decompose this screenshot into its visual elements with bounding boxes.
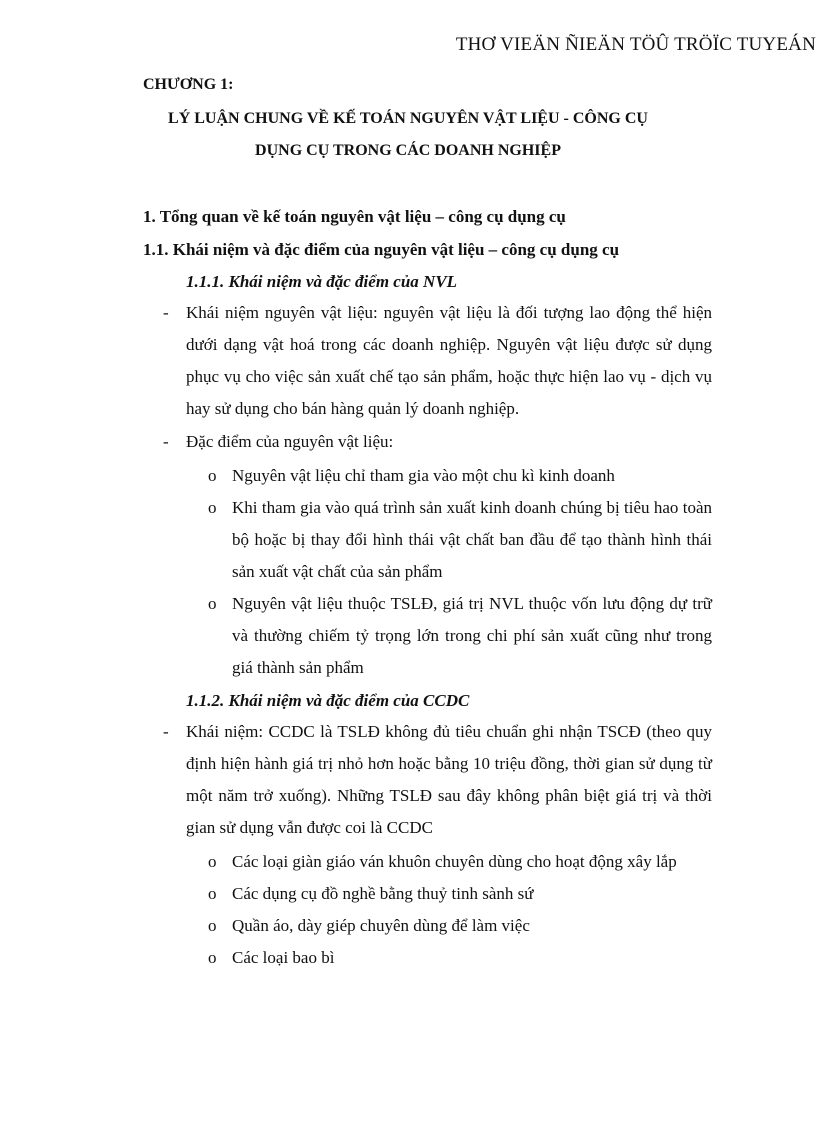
ccdc-item: Các loại bao bì — [232, 948, 335, 967]
bullet-marker: o — [208, 466, 217, 485]
chapter-number: CHƯƠNG 1: — [143, 76, 234, 93]
bullet-marker: o — [208, 948, 217, 967]
chapter-title-line-2: DỤNG CỤ TRONG CÁC DOANH NGHIỆP — [255, 142, 561, 159]
chapter-title-line-1: LÝ LUẬN CHUNG VỀ KẾ TOÁN NGUYÊN VẬT LIỆU - CÔNG CỤ — [168, 110, 648, 127]
dash-marker: - — [163, 432, 169, 451]
bullet-marker: o — [208, 884, 217, 903]
bullet-marker: o — [208, 852, 217, 871]
ccdc-item: Các dụng cụ đồ nghề bằng thuỷ tinh sành sứ — [232, 884, 534, 903]
subsection-1-1-2-heading: 1.1.2. Khái niệm và đặc điểm của CCDC — [186, 691, 470, 710]
section-1-1-heading: 1.1. Khái niệm và đặc điểm của nguyên vật liệu – công cụ dụng cụ — [143, 240, 620, 259]
nvl-features-label: Đặc điểm của nguyên vật liệu: — [186, 432, 394, 451]
ccdc-item: Các loại giàn giáo ván khuôn chuyên dùng cho hoạt động xây lắp — [232, 852, 677, 871]
nvl-feature-item: Nguyên vật liệu chỉ tham gia vào một chu kì kinh doanh — [232, 466, 615, 485]
nvl-feature-item: Nguyên vật liệu thuộc TSLĐ, giá trị NVL thuộc vốn lưu động dự trữ và thường chiếm tỷ trọng lớn trong chi phí sản xuất cũng như trong giá thành sản phẩm — [232, 594, 712, 677]
ccdc-concept-paragraph: Khái niệm: CCDC là TSLĐ không đủ tiêu chuẩn ghi nhận TSCĐ (theo quy định hiện hành giá trị nhỏ hơn hoặc bằng 10 triệu đồng, thời gian sử dụng từ một năm trở xuống). Những TSLĐ sau đây không phân biệt giá trị và thời gian sử dụng vẫn được coi là CCDC — [186, 722, 712, 837]
page-header-site-name: THƠ VIEÄN ÑIEÄN TÖÛ TRÖÏC TUYEÁN — [455, 34, 816, 55]
bullet-marker: o — [208, 916, 217, 935]
bullet-marker: o — [208, 594, 217, 613]
ccdc-item: Quần áo, dày giép chuyên dùng để làm việc — [232, 916, 530, 935]
section-1-heading: 1. Tổng quan về kế toán nguyên vật liệu – công cụ dụng cụ — [143, 207, 566, 226]
bullet-marker: o — [208, 498, 217, 517]
nvl-concept-paragraph: Khái niệm nguyên vật liệu: nguyên vật liệu là đối tượng lao động thể hiện dưới dạng vật hoá trong các doanh nghiệp. Nguyên vật liệu được sử dụng phục vụ cho việc sản xuất chế tạo sản phẩm, hoặc thực hiện lao vụ - dịch vụ hay sử dụng cho bán hàng quản lý doanh nghiệp. — [186, 303, 712, 418]
dash-marker: - — [163, 722, 169, 741]
dash-marker: - — [163, 303, 169, 322]
nvl-feature-item: Khi tham gia vào quá trình sản xuất kinh doanh chúng bị tiêu hao toàn bộ hoặc bị thay đổi hình thái vật chất ban đầu để tạo thành hình thái sản xuất vật chất của sản phẩm — [232, 498, 712, 581]
subsection-1-1-1-heading: 1.1.1. Khái niệm và đặc điểm của NVL — [186, 272, 458, 291]
